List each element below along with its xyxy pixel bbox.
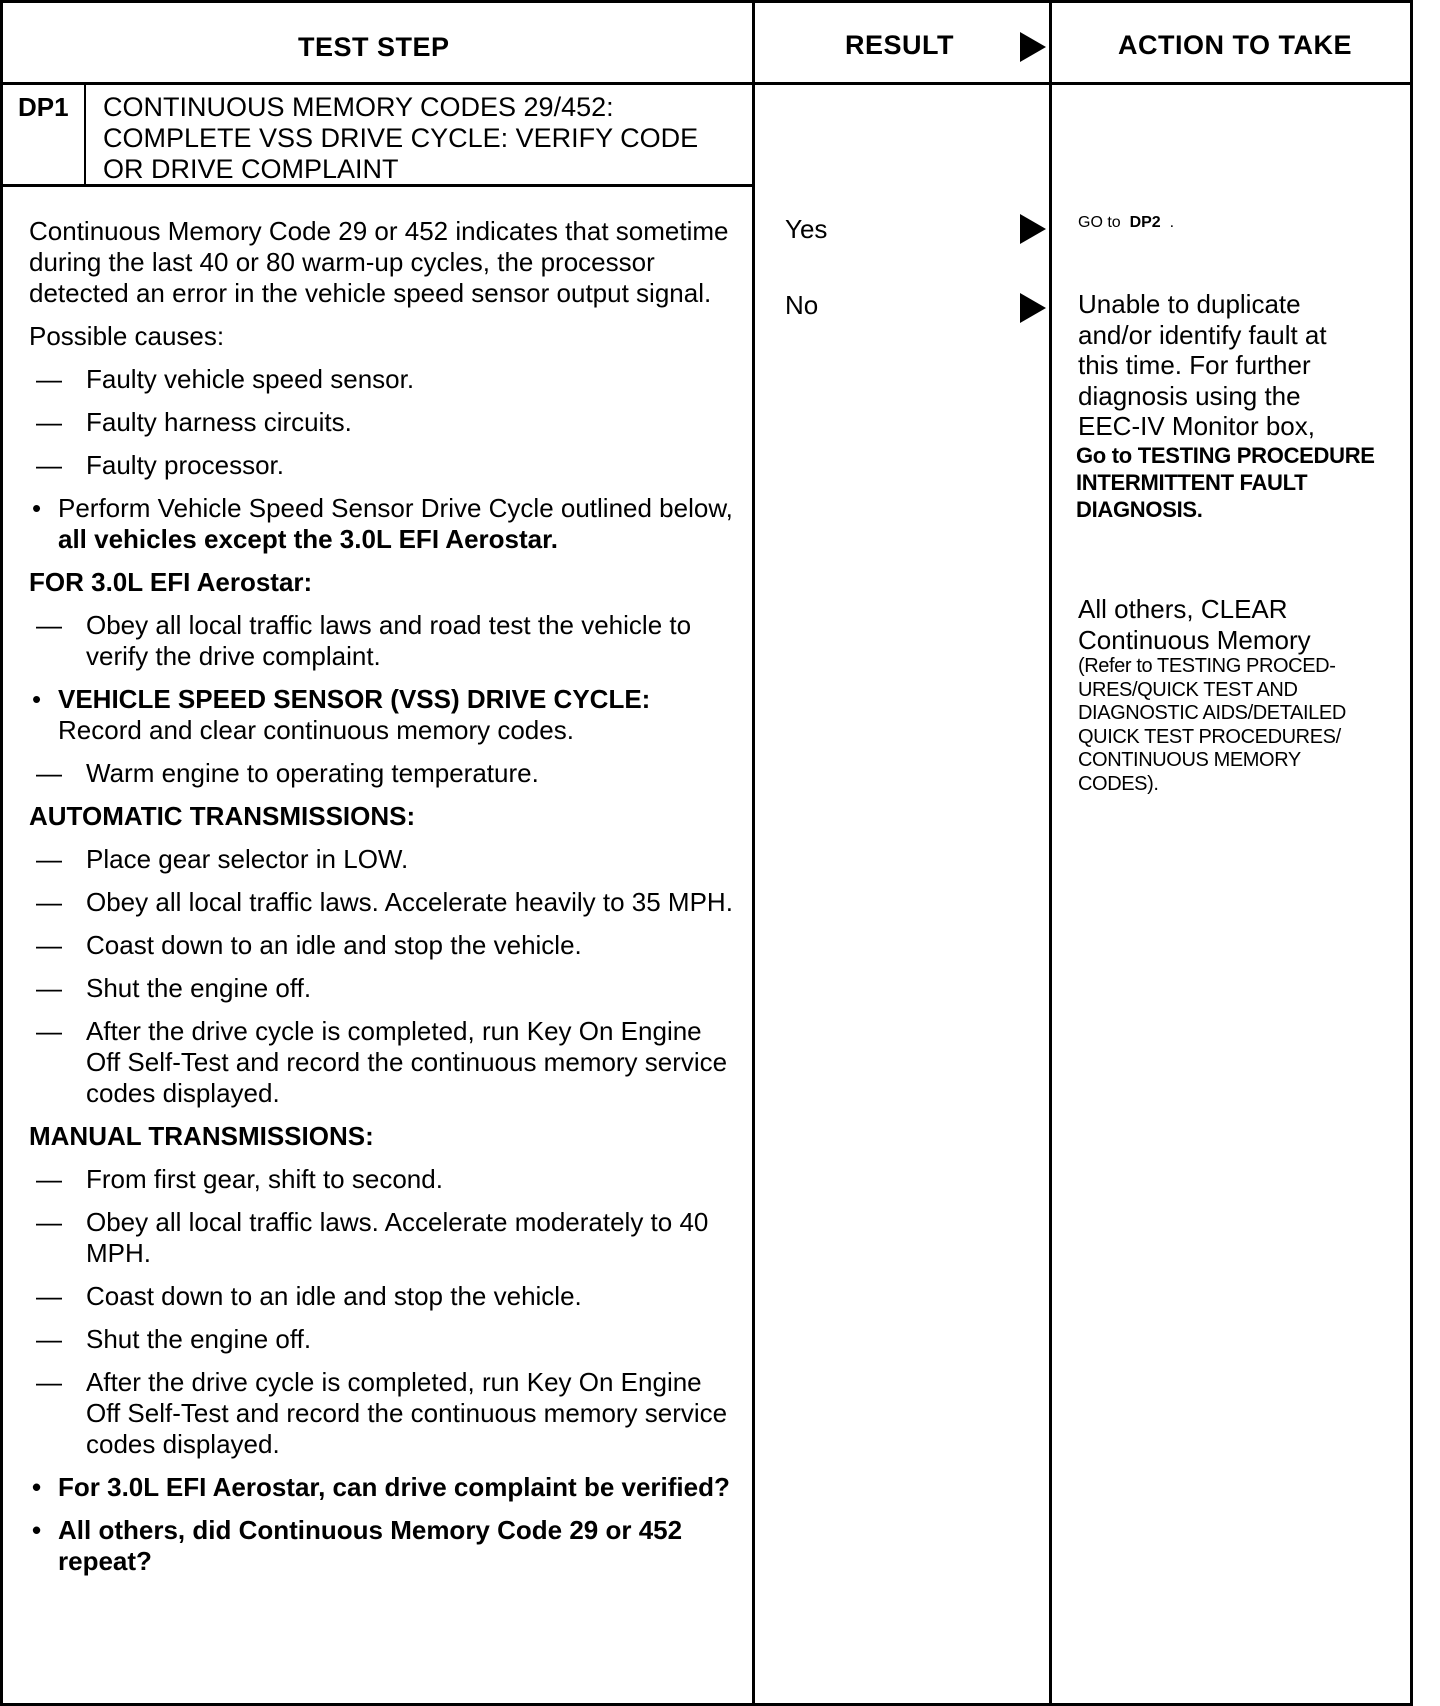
action-others-reference: CODES). bbox=[1078, 772, 1159, 795]
column-divider-result bbox=[752, 0, 755, 1706]
aerostar-step: — Obey all local traffic laws and road test the vehicle to verify the drive complaint. bbox=[29, 610, 734, 672]
automatic-step: — Obey all local traffic laws. Accelerate heavily to 35 MPH. bbox=[29, 887, 734, 918]
perform-instruction bbox=[29, 493, 734, 555]
manual-step: — After the drive cycle is completed, run Key On Engine Off Self-Test and record the continuous memory service codes displayed. bbox=[29, 1367, 734, 1460]
step-id: DP1 bbox=[18, 92, 69, 122]
column-header-result: RESULT bbox=[845, 30, 954, 60]
step-title-line: OR DRIVE COMPLAINT bbox=[103, 154, 399, 184]
result-yes: Yes bbox=[785, 214, 828, 244]
question-others: • All others, did Continuous Memory Code 29 or 452 repeat? bbox=[29, 1515, 734, 1577]
step-id-divider bbox=[84, 82, 86, 186]
action-yes-target: DP2 bbox=[1129, 214, 1161, 231]
step-title-line: COMPLETE VSS DRIVE CYCLE: VERIFY CODE bbox=[103, 123, 699, 153]
action-others-line: All others, CLEAR bbox=[1078, 594, 1288, 624]
cause-item: — Faulty processor. bbox=[29, 450, 734, 481]
automatic-step: — Coast down to an idle and stop the vehicle. bbox=[29, 930, 734, 961]
perform-text: Perform Vehicle Speed Sensor Drive Cycle outlined below, bbox=[58, 493, 733, 523]
action-others-reference: URES/QUICK TEST AND bbox=[1078, 678, 1298, 701]
action-others-reference: DIAGNOSTIC AIDS/DETAILED bbox=[1078, 702, 1346, 724]
manual-step: — Shut the engine off. bbox=[29, 1324, 734, 1355]
procedure bbox=[29, 216, 734, 1589]
action-no-line: Unable to duplicate bbox=[1078, 289, 1301, 319]
step-title-line: CONTINUOUS MEMORY CODES 29/452: bbox=[103, 92, 614, 122]
aerostar-heading: FOR 3.0L EFI Aerostar: bbox=[29, 567, 313, 597]
result-no-arrow-icon bbox=[1020, 293, 1046, 323]
column-header-action: ACTION TO TAKE bbox=[1118, 30, 1352, 60]
manual-step: — Obey all local traffic laws. Accelerate moderately to 40 MPH. bbox=[29, 1207, 734, 1269]
action-others-reference: CONTINUOUS MEMORY bbox=[1078, 749, 1301, 771]
automatic-step: — Shut the engine off. bbox=[29, 973, 734, 1004]
action-no bbox=[1078, 289, 1418, 523]
table-border-right bbox=[1410, 0, 1413, 1706]
perform-bold-text: all vehicles except the 3.0L EFI Aerostar. bbox=[58, 524, 559, 554]
step-title bbox=[103, 92, 753, 185]
column-divider-action bbox=[1049, 0, 1052, 1706]
action-others-reference: QUICK TEST PROCEDURES/ bbox=[1078, 725, 1341, 748]
causes-label: Possible causes: bbox=[29, 321, 225, 351]
action-others-line: Continuous Memory bbox=[1078, 624, 1311, 655]
action-others bbox=[1078, 594, 1418, 796]
action-no-line: diagnosis using the bbox=[1078, 380, 1301, 411]
question-aerostar: • For 3.0L EFI Aerostar, can drive complaint be verified? bbox=[29, 1472, 734, 1503]
manual-step: — Coast down to an idle and stop the vehicle. bbox=[29, 1281, 734, 1312]
action-no-reference: Go to TESTING PROCEDURE bbox=[1076, 442, 1375, 468]
action-no-reference: INTERMITTENT FAULT bbox=[1076, 469, 1308, 495]
header-arrow-icon bbox=[1020, 32, 1046, 62]
table-border-left bbox=[0, 0, 3, 1706]
manual-heading: MANUAL TRANSMISSIONS: bbox=[29, 1121, 374, 1151]
warm-step: — Warm engine to operating temperature. bbox=[29, 758, 734, 789]
automatic-step: — After the drive cycle is completed, run Key On Engine Off Self-Test and record the continuous memory service codes displayed. bbox=[29, 1016, 734, 1109]
action-no-reference: DIAGNOSIS. bbox=[1076, 496, 1203, 522]
vss-text: Record and clear continuous memory codes. bbox=[58, 715, 574, 745]
manual-step: — From first gear, shift to second. bbox=[29, 1164, 734, 1195]
action-others-reference: (Refer to TESTING PROCED- bbox=[1078, 655, 1336, 677]
cause-item: — Faulty harness circuits. bbox=[29, 407, 734, 438]
header-divider bbox=[0, 82, 1413, 85]
cause-item: — Faulty vehicle speed sensor. bbox=[29, 364, 734, 395]
action-no-line: EEC-IV Monitor box, bbox=[1078, 411, 1315, 441]
result-yes-arrow-icon bbox=[1020, 214, 1046, 244]
action-yes-prefix: GO to bbox=[1078, 214, 1121, 231]
vss-heading: VEHICLE SPEED SENSOR (VSS) DRIVE CYCLE: bbox=[58, 684, 651, 714]
result-no: No bbox=[785, 290, 819, 320]
action-yes-suffix: . bbox=[1169, 214, 1175, 231]
vss-drive-cycle bbox=[29, 684, 734, 746]
action-no-line: and/or identify fault at bbox=[1078, 319, 1327, 350]
table-border-top bbox=[0, 0, 1413, 3]
intro-text: Continuous Memory Code 29 or 452 indicates that sometime during the last 40 or 80 warm-up cycles, the processor detected an error in the vehicle speed sensor output signal. bbox=[29, 216, 729, 308]
action-yes bbox=[1078, 214, 1418, 232]
automatic-heading: AUTOMATIC TRANSMISSIONS: bbox=[29, 801, 416, 831]
action-no-line: this time. For further bbox=[1078, 350, 1311, 380]
column-header-test-step: TEST STEP bbox=[298, 32, 450, 62]
automatic-step: — Place gear selector in LOW. bbox=[29, 844, 734, 875]
